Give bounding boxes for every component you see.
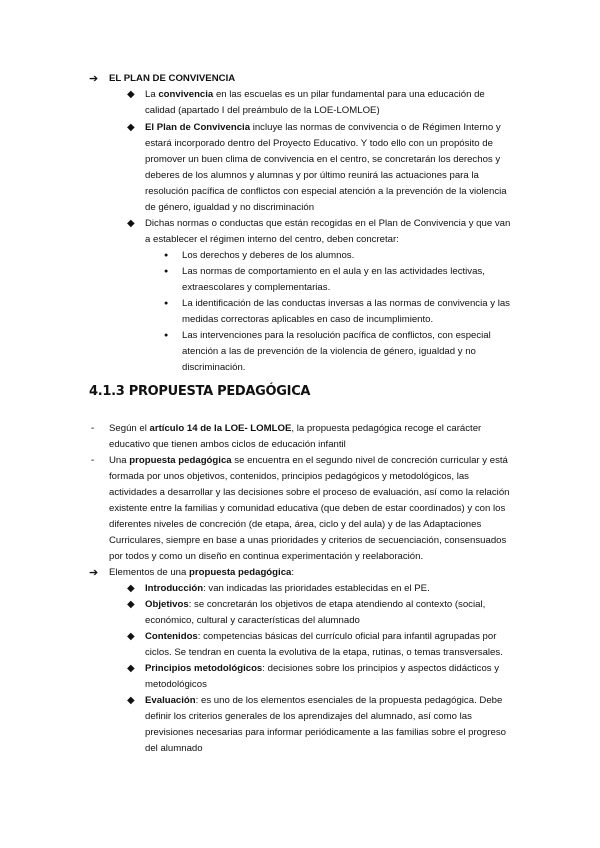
diamond-bullet-icon: ◆ (127, 663, 135, 674)
paragraph-line: calidad (apartado I del preámbulo de la LOE-LOMLOE) (145, 105, 380, 116)
list-item: Introducción: van indicadas las prioridades establecidas en el PE. (145, 583, 430, 594)
paragraph-line: promover un buen clima de convivencia en el centro, se concretarán los derechos y (145, 154, 501, 165)
dot-bullet-icon: ● (164, 332, 169, 339)
list-item: Los derechos y deberes de los alumnos. (182, 250, 355, 261)
dot-bullet-icon: ● (164, 300, 169, 307)
arrow-bullet-icon: ➔ (89, 567, 99, 579)
diamond-bullet-icon: ◆ (127, 695, 135, 706)
paragraph-line: educativo que tienen ambos ciclos de educación infantil (109, 439, 346, 450)
list-item: Contenidos: competencias básicas del currículo oficial para infantil agrupadas por (145, 631, 497, 642)
paragraph-line: de género, igualdad y no discriminación (145, 202, 315, 213)
paragraph-line: Elementos de una propuesta pedagógica: (109, 567, 295, 578)
paragraph-line: existente entre la familias y comunidad educativa (que deben de estar coordinados) y con los (109, 503, 506, 514)
list-item: extraescolares y complementarias. (182, 282, 331, 293)
list-item: Objetivos: se concretarán los objetivos de etapa atendiendo al contexto (social, (145, 599, 486, 610)
arrow-bullet-icon: ➔ (89, 73, 99, 85)
list-item: atención a las de prevención de la violencia de género, igualdad y no (182, 346, 476, 357)
dash-bullet-icon: - (91, 423, 95, 434)
diamond-bullet-icon: ◆ (127, 631, 135, 642)
dot-bullet-icon: ● (164, 252, 169, 259)
list-item: Las intervenciones para la resolución pacífica de conflictos, con especial (182, 330, 491, 341)
diamond-bullet-icon: ◆ (127, 89, 135, 100)
paragraph-line: El Plan de Convivencia incluye las normas de convivencia o de Régimen Interno y (145, 122, 501, 133)
diamond-bullet-icon: ◆ (127, 599, 135, 610)
list-item: Principios metodológicos: decisiones sobre los principios y aspectos didácticos y (145, 663, 500, 674)
list-item: La identificación de las conductas inversas a las normas de convivencia y las (182, 298, 510, 309)
list-item: metodológicos (145, 679, 207, 690)
list-item: definir los criterios generales de los aprendizajes del alumnado, así como las (145, 711, 472, 722)
paragraph-line: diferentes niveles de concreción (de etapa, área, ciclo y del aula) y de las Adaptaciones (109, 519, 482, 530)
paragraph-line: Curriculares, siempre en base a unas prioridades y criterios de secuenciación, consensuados (109, 535, 507, 546)
paragraph-line: por todos y como un diseño en continua experimentación y reelaboración. (109, 551, 424, 562)
paragraph-line: formada por unos objetivos, contenidos, principios pedagógicos y metodológicos, las (109, 471, 469, 482)
paragraph-line: estará incorporado dentro del Proyecto Educativo. Y todo ello con un propósito de (145, 138, 493, 149)
section-title: EL PLAN DE CONVIVENCIA (109, 73, 236, 84)
paragraph-line: La convivencia en las escuelas es un pilar fundamental para una educación de (145, 89, 485, 100)
dash-bullet-icon: - (91, 455, 95, 466)
section-heading: 4.1.3 PROPUESTA PEDAGÓGICA (89, 384, 311, 399)
list-item: ciclos. Se tendran en cuenta la evolutiva de la etapa, rutinas, o temas transversales. (145, 647, 503, 658)
paragraph-line: Según el artículo 14 de la LOE- LOMLOE, la propuesta pedagógica recoge el carácter (109, 423, 482, 434)
paragraph-line: a establecer el régimen interno del centro, deben concretar: (145, 234, 399, 245)
paragraph-line: resolución pacífica de conflictos con especial atención a la prevención de la violencia (145, 186, 507, 197)
paragraph-line: actividades a desarrollar y las decisiones sobre el proceso de evaluación, así como la relación (109, 487, 510, 498)
list-item: Las normas de comportamiento en el aula y en las actividades lectivas, (182, 266, 485, 277)
paragraph-line: Dichas normas o conductas que están recogidas en el Plan de Convivencia y que van (145, 218, 511, 229)
dot-bullet-icon: ● (164, 268, 169, 275)
list-item: medidas correctoras aplicables en caso de incumplimiento. (182, 314, 434, 325)
diamond-bullet-icon: ◆ (127, 122, 135, 133)
list-item: Evaluación: es uno de los elementos esenciales de la propuesta pedagógica. Debe (145, 695, 503, 706)
diamond-bullet-icon: ◆ (127, 583, 135, 594)
list-item: económico, cultural y características del alumnado (145, 615, 360, 626)
list-item: previsiones necesarias para informar periódicamente a las familias sobre el progreso (145, 727, 507, 738)
paragraph-line: deberes de los alumnos y alumnas y por último reunirá las actuaciones para la (145, 170, 479, 181)
diamond-bullet-icon: ◆ (127, 218, 135, 229)
list-item: discriminación. (182, 362, 246, 373)
list-item: del alumnado (145, 743, 203, 754)
paragraph-line: Una propuesta pedagógica se encuentra en el segundo nivel de concreción curricular y está (109, 455, 508, 466)
